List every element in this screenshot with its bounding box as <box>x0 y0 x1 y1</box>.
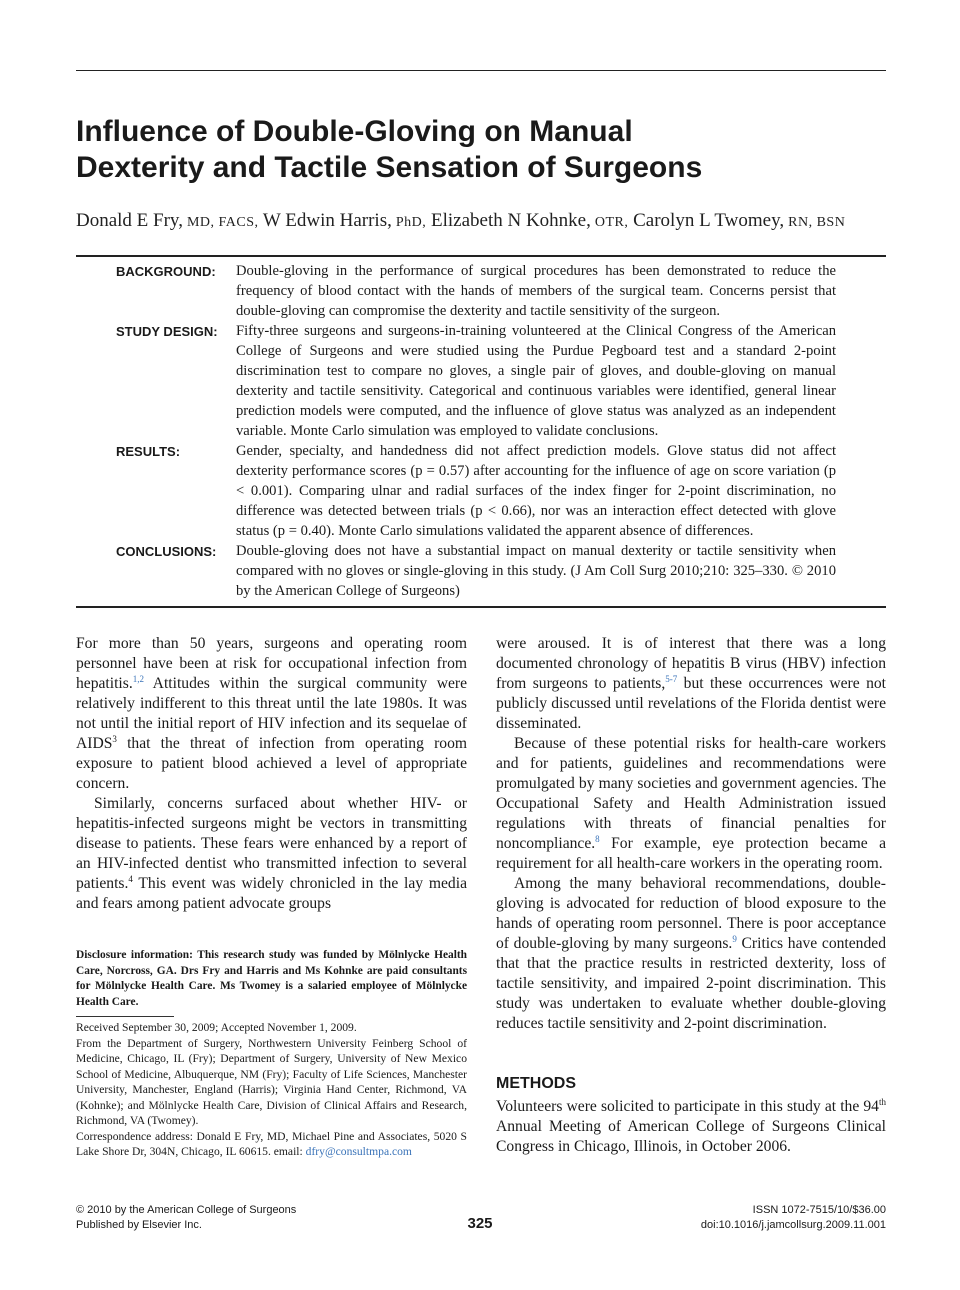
abstract-text: Fifty-three surgeons and surgeons-in-training volunteered at the Clinical Congress of the American College of Surgeons and were studied using the Purdue Pegboard test and a standard 2-point discrimination test to compare no gloves, a single pair of gloves, and double-gloving on manual dexterity and tactile sensitivity. Categorical and continuous variables were identified, general linear prediction models were computed, and the influence of glove status was analyzed as an independent variable. Monte Carlo simulation was employed to validate conclusions. <box>236 323 836 439</box>
citation-link[interactable]: 1,2 <box>132 674 144 684</box>
author-degrees: OTR, <box>590 215 629 230</box>
author-degrees: PhD, <box>391 215 427 230</box>
abstract-conclusions <box>76 541 886 601</box>
methods-paragraph <box>496 1097 886 1157</box>
footnote-rule <box>76 1016 174 1017</box>
title-line-2: Dexterity and Tactile Sensation of Surgeons <box>76 151 703 184</box>
received-date: Received September 30, 2009; Accepted November 1, 2009. <box>76 1021 357 1034</box>
affiliations: From the Department of Surgery, Northwestern University Feinberg School of Medicine, Chicago, IL (Fry); Department of Surgery, University of New Mexico School of Medicine, Albuquerque, NM (Fry); Faculty of Life Sciences, Manchester University, Manchester, England (Harris); Virginia Hand Center, Richmond, VA (Kohnke); and Mölnlycke Health Care, Division of Clinical Affairs and Research, Richmond, VA (Twomey). <box>76 1036 467 1127</box>
citation-link[interactable]: 5-7 <box>665 674 678 684</box>
body-text-continued: This event was widely chronicled in the lay media and fears among patient advocate groups <box>76 875 467 912</box>
footer-copyright: © 2010 by the American College of Surgeons <box>76 1204 297 1216</box>
citation-link[interactable]: 9 <box>732 934 737 944</box>
abstract-label: BACKGROUND: <box>116 264 216 279</box>
body-column-right <box>496 634 886 1034</box>
abstract-study-design <box>76 321 886 441</box>
email-link[interactable]: dfry@consultmpa.com <box>305 1145 412 1158</box>
footer-publisher: Published by Elsevier Inc. <box>76 1219 202 1231</box>
abstract-results <box>76 441 886 541</box>
body-text: For more than 50 years, surgeons and operating room personnel have been at risk for occupational infection from hepatitis. <box>76 635 467 692</box>
abstract-background <box>76 261 886 321</box>
author-name: W Edwin Harris, <box>258 210 392 231</box>
correspondence <box>76 1129 467 1160</box>
article-notes <box>76 1020 467 1160</box>
page-number: 325 <box>467 1215 493 1232</box>
footer-issn: ISSN 1072-7515/10/$36.00 <box>752 1204 886 1216</box>
disclosure-note: Disclosure information: This research study was funded by Mölnlycke Health Care, Norcross, GA. Drs Fry and Harris and Ms Kohnke are paid consultants for Mölnlycke Health Care. Ms Twomey is a salaried employee of Mölnlycke Health Care. <box>76 949 467 1008</box>
abstract-top-rule <box>76 255 886 257</box>
body-text: Similarly, concerns surfaced about whether HIV- or hepatitis-infected surgeons might be vectors in transmitting disease to patients. These fears were enhanced by a report of an HIV-infected dentist who transmitted infection to several patients. <box>76 795 467 892</box>
body-text: but these occurrences were not publicly discussed until revelations of the Florida dentist were disseminated. <box>496 675 886 732</box>
author-name: Donald E Fry, <box>76 210 183 231</box>
body-paragraph <box>496 634 886 734</box>
body-text: For example, eye protection became a requirement for all health-care workers in the operating room. <box>496 835 886 872</box>
author-degrees: MD, FACS, <box>182 215 259 230</box>
body-column-left <box>76 634 467 914</box>
body-paragraph <box>76 634 467 794</box>
author-name: Elizabeth N Kohnke, <box>426 210 591 231</box>
article-title <box>76 114 886 186</box>
body-paragraph <box>76 794 467 914</box>
body-text: Because of these potential risks for health-care workers and for patients, guidelines and recommendations were promulgated by many societies and government agencies. The Occupational Safety and Health Administration issued regulations with threats of financial penalties for noncompliance. <box>496 735 886 852</box>
footer-left <box>76 1203 296 1233</box>
body-text-continued: were aroused. It is of interest that there was a long documented chronology of hepatitis B virus (HBV) infection from surgeons to patients, <box>496 635 886 692</box>
author-list <box>76 208 896 236</box>
citation-superscript: 3 <box>112 734 117 744</box>
abstract <box>76 261 886 601</box>
abstract-label: CONCLUSIONS: <box>116 544 217 559</box>
citation-link[interactable]: 8 <box>595 834 600 844</box>
abstract-text: Double-gloving does not have a substantial impact on manual dexterity or tactile sensitivity when compared with no gloves or single-gloving in this study. (J Am Coll Surg 2010;210: 325–330. © 2010 by the American College of Surgeons) <box>236 543 836 599</box>
body-text: Volunteers were solicited to participate in this study at the 94 <box>496 1098 879 1115</box>
title-line-1: Influence of Double-Gloving on Manual <box>76 115 633 148</box>
methods-heading: METHODS <box>496 1075 576 1092</box>
author-name: Carolyn L Twomey, <box>628 210 785 231</box>
citation-superscript: 4 <box>128 874 133 884</box>
top-rule <box>76 70 886 71</box>
abstract-text: Double-gloving in the performance of surgical procedures has been demonstrated to reduce the frequency of blood contact with the hands of members of the surgical team. Concerns persist that double-gloving can compromise the dexterity and tactile sensitivity of the surgeon. <box>236 263 836 319</box>
footer-doi: doi:10.1016/j.jamcollsurg.2009.11.001 <box>700 1219 886 1231</box>
abstract-bottom-rule <box>76 606 886 608</box>
body-paragraph <box>496 874 886 1034</box>
body-text: that the threat of infection from operating room exposure to patient blood achieved a level of appropriate concern. <box>76 735 467 792</box>
abstract-label: STUDY DESIGN: <box>116 324 218 339</box>
correspondence-text: Correspondence address: Donald E Fry, MD, Michael Pine and Associates, 5020 S Lake Shore Dr, 304N, Chicago, IL 60615. email: <box>76 1129 467 1158</box>
body-text: Critics have contended that that the practice results in restricted dexterity, loss of tactile sensitivity, and impaired 2-point discrimination. This study was undertaken to evaluate whether double-gloving reduces tactile sensitivity and 2-point discrimination. <box>496 935 886 1032</box>
body-paragraph <box>496 734 886 874</box>
author-degrees: RN, BSN <box>784 215 846 230</box>
footer-right <box>701 1203 886 1233</box>
ordinal-superscript: th <box>878 1097 886 1107</box>
body-text: Annual Meeting of American College of Surgeons Clinical Congress in Chicago, Illinois, in October 2006. <box>496 1118 886 1155</box>
body-text: Attitudes within the surgical community were relatively indifferent to this threat until the late 1980s. It was not until the initial report of HIV infection and its sequelae of AIDS <box>76 675 467 752</box>
abstract-label: RESULTS: <box>116 444 181 459</box>
abstract-text: Gender, specialty, and handedness did not affect prediction models. Glove status did not affect dexterity performance scores (p = 0.57) after accounting for the influence of age on score variation (p < 0.001). Comparing ulnar and radial surfaces of the index finger for 2-point discrimination, no difference was detected between trials (p < 0.66), nor was an interaction effect detected with glove status (p = 0.40). Monte Carlo simulations validated the apparent absence of differences. <box>236 443 836 539</box>
body-text: Among the many behavioral recommendations, double-gloving is advocated for reduction of blood exposure to the hands of operating room personnel. There is poor acceptance of double-gloving by many surgeons. <box>496 875 886 952</box>
